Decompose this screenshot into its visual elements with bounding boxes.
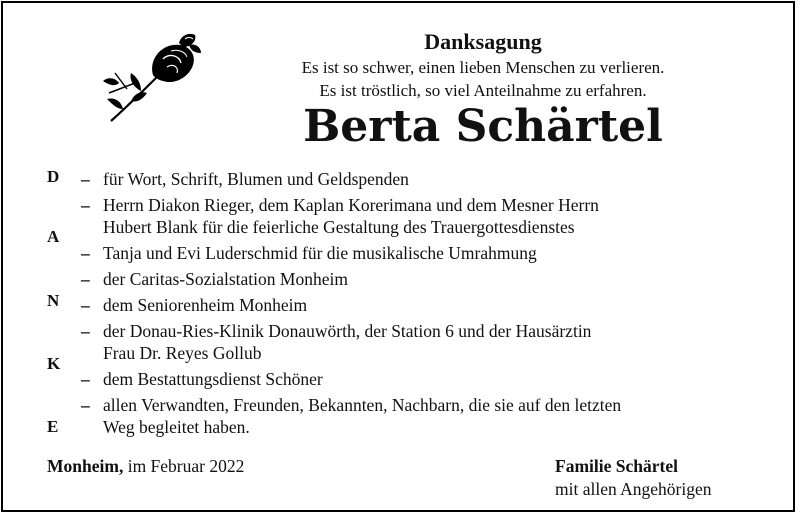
dash-bullet: – <box>81 169 90 189</box>
dash-bullet: – <box>81 295 90 315</box>
danke-letter: A <box>47 227 60 246</box>
thanks-list <box>81 168 771 442</box>
dash-bullet: – <box>81 195 90 215</box>
place-date <box>47 455 244 478</box>
list-item: – dem Bestattungsdienst Schöner <box>81 369 323 389</box>
list-item: – dem Seniorenheim Monheim <box>81 295 308 315</box>
verse-line-1: Es ist so schwer, einen lieben Menschen zu verlieren. <box>301 58 665 77</box>
list-item: – der Donau-Ries-Klinik Donauwörth, der Station 6 und der Hausärztin Frau Dr. Reyes Gollub <box>81 321 592 363</box>
list-item: – der Caritas-Sozialstation Monheim <box>81 269 348 289</box>
signature <box>555 455 712 501</box>
deceased-name: Berta Schärtel <box>303 101 663 152</box>
rose-icon <box>101 33 206 123</box>
danke-letter: N <box>47 291 60 310</box>
dash-bullet: – <box>81 369 90 389</box>
notice-frame <box>1 1 795 512</box>
danke-letter: E <box>47 417 59 436</box>
list-item: – allen Verwandten, Freunden, Bekannten, Nachbarn, die sie auf den letzten Weg begleitet haben. <box>81 395 622 437</box>
relatives-line: mit allen Angehörigen <box>555 479 712 499</box>
place: Monheim, <box>47 456 124 476</box>
dash-bullet: – <box>81 321 90 341</box>
notice-title: Danksagung <box>424 29 542 54</box>
date: im Februar 2022 <box>127 456 245 476</box>
list-item: – Tanja und Evi Luderschmid für die musikalische Umrahmung <box>81 243 537 263</box>
list-item: – für Wort, Schrift, Blumen und Geldspenden <box>81 169 409 189</box>
verse-line-2: Es ist tröstlich, so viel Anteilnahme zu erfahren. <box>319 81 647 100</box>
danke-letter: D <box>47 167 60 186</box>
dash-bullet: – <box>81 269 90 289</box>
dash-bullet: – <box>81 395 90 415</box>
dash-bullet: – <box>81 243 90 263</box>
family-name: Familie Schärtel <box>555 456 678 476</box>
danke-letter: K <box>47 354 61 373</box>
list-item: – Herrn Diakon Rieger, dem Kaplan Korerimana und dem Mesner Herrn Hubert Blank für die feierliche Gestaltung des Trauergottesdienstes <box>81 195 599 237</box>
